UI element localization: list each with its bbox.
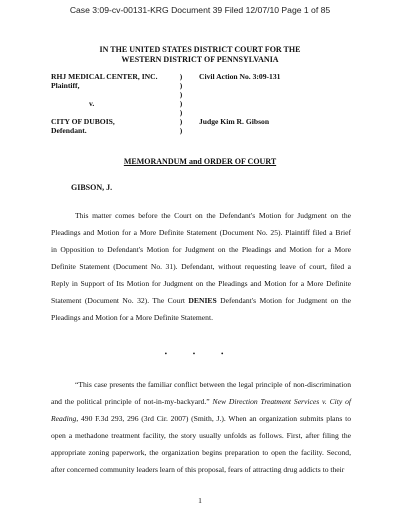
- paren: ): [179, 81, 183, 90]
- caption-parens: [177, 72, 185, 135]
- paragraph-line: open a methadone treatment facility, the story usually unfolds as follows. First, after filing the: [51, 431, 351, 440]
- defendant-role: Defendant.: [51, 126, 87, 135]
- court-title-line1: IN THE UNITED STATES DISTRICT COURT FOR THE: [99, 45, 301, 54]
- paren: ): [179, 126, 183, 135]
- paragraph-line: Pleadings and Motion for a More Definite Statement (Document No. 25). Plaintiff filed a Brief: [51, 228, 351, 237]
- paren: ): [179, 117, 183, 126]
- section-separator: • • •: [164, 350, 236, 358]
- paren: ): [179, 72, 183, 81]
- case-caption: [51, 72, 351, 142]
- paragraph-line: [51, 393, 351, 410]
- case-citation-italic: Reading: [51, 414, 77, 423]
- paragraph-line: appropriate zoning paperwork, the organization begins preparation to open the facility. Second,: [51, 448, 351, 457]
- case-citation-italic: New Direction Treatment Services v. City of: [212, 397, 351, 406]
- paragraph-line: Definite Statement (Document No. 31). Defendant, without requesting leave of court, filed a: [51, 262, 351, 271]
- judge-assignment: Judge Kim R. Gibson: [199, 117, 270, 126]
- text-run: Statement (Document No. 32). The Court: [51, 296, 189, 305]
- paragraph-line: in Opposition to Defendant's Motion for Judgment on the Pleadings and Motion for a More: [51, 245, 351, 254]
- paren: ): [179, 108, 183, 117]
- text-run: Defendant's Motion for Judgment on the: [216, 296, 351, 305]
- paragraph-line: Reply in Support of Its Motion for Judgment on the Pleadings and Motion for a More Definite: [51, 279, 351, 288]
- paragraph-line: This matter comes before the Court on the Defendant's Motion for Judgment on the: [75, 211, 351, 220]
- paragraph-line: [51, 292, 351, 309]
- court-title-line2: WESTERN DISTRICT OF PENNSYLVANIA: [121, 55, 279, 64]
- paragraph-1: [51, 207, 351, 326]
- court-title: [0, 45, 400, 65]
- ruling-denies: DENIES: [188, 296, 217, 305]
- civil-action-number: Civil Action No. 3:09-131: [199, 72, 281, 81]
- page-number: 1: [198, 496, 202, 505]
- text-run: , 490 F.3d 293, 296 (3rd Cir. 2007) (Smith, J.). When an organization submits plans to: [76, 414, 351, 423]
- caption-parties: [51, 72, 171, 135]
- memorandum-title: [0, 157, 400, 166]
- paragraph-line: Pleadings and Motion for a More Definite Statement.: [51, 313, 213, 322]
- plaintiff-role: Plaintiff,: [51, 81, 80, 90]
- case-header: Case 3:09-cv-00131-KRG Document 39 Filed 12/07/10 Page 1 of 85: [69, 5, 331, 15]
- defendant-name: CITY OF DUBOIS,: [51, 117, 115, 126]
- caption-case-info: [199, 72, 359, 126]
- versus: v.: [89, 99, 95, 108]
- paragraph-line: [51, 410, 351, 427]
- text-run: and the political principle of not-in-my-backyard.”: [51, 397, 213, 406]
- paragraph-line: after concerned community leaders learn of this proposal, fears of attracting drug addicts to their: [51, 465, 345, 474]
- paren: ): [179, 99, 183, 108]
- paragraph-2: [51, 376, 351, 478]
- memorandum-title-text: MEMORANDUM and ORDER OF COURT: [123, 157, 277, 166]
- paragraph-line: “This case presents the familiar conflict between the legal principle of non-discrimination: [75, 380, 351, 389]
- plaintiff-name: RHJ MEDICAL CENTER, INC.: [51, 72, 158, 81]
- judge-heading: GIBSON, J.: [71, 183, 113, 192]
- paren: ): [179, 90, 183, 99]
